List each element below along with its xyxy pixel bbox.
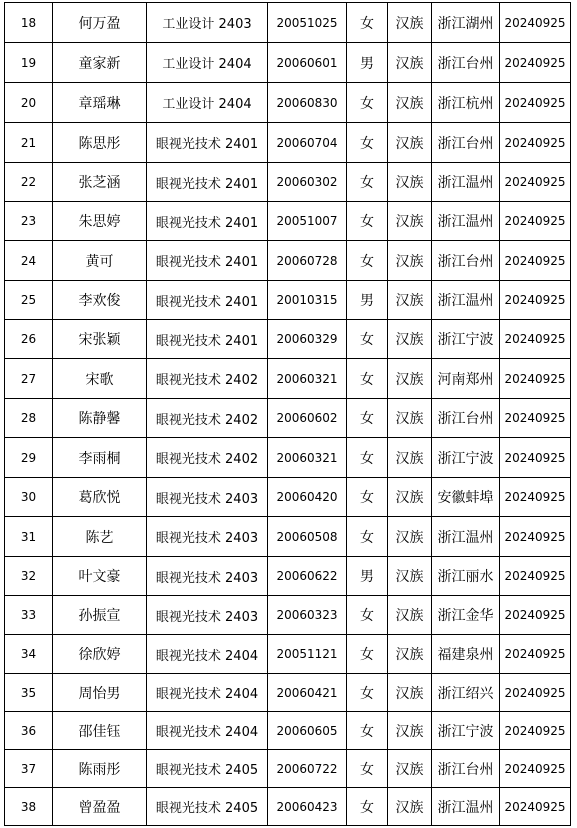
cell-enroll-date: 20240925 — [500, 123, 571, 163]
cell-birthdate: 20051025 — [268, 3, 347, 43]
cell-hometown: 浙江温州 — [432, 202, 500, 241]
table-row — [5, 635, 571, 674]
cell-ethnicity: 汉族 — [388, 241, 432, 281]
student-table — [4, 2, 571, 826]
cell-birthdate: 20051007 — [268, 202, 347, 241]
table-row — [5, 320, 571, 359]
cell-hometown: 浙江金华 — [432, 596, 500, 635]
cell-seq: 37 — [5, 750, 53, 788]
cell-name: 何万盈 — [53, 3, 147, 43]
cell-ethnicity: 汉族 — [388, 43, 432, 83]
cell-gender: 女 — [347, 123, 388, 163]
cell-name: 朱思婷 — [53, 202, 147, 241]
cell-birthdate: 20060321 — [268, 438, 347, 478]
cell-hometown: 浙江温州 — [432, 281, 500, 320]
cell-enroll-date: 20240925 — [500, 359, 571, 399]
cell-enroll-date: 20240925 — [500, 163, 571, 202]
cell-name: 陈思彤 — [53, 123, 147, 163]
cell-seq: 31 — [5, 517, 53, 557]
cell-ethnicity: 汉族 — [388, 596, 432, 635]
cell-enroll-date: 20240925 — [500, 399, 571, 438]
cell-hometown: 浙江杭州 — [432, 83, 500, 123]
cell-gender: 女 — [347, 750, 388, 788]
cell-ethnicity: 汉族 — [388, 3, 432, 43]
cell-ethnicity: 汉族 — [388, 788, 432, 826]
cell-enroll-date: 20240925 — [500, 750, 571, 788]
cell-ethnicity: 汉族 — [388, 674, 432, 712]
cell-ethnicity: 汉族 — [388, 399, 432, 438]
table-row — [5, 478, 571, 517]
cell-hometown: 浙江台州 — [432, 750, 500, 788]
cell-birthdate: 20060830 — [268, 83, 347, 123]
cell-name: 曾盈盈 — [53, 788, 147, 826]
cell-class: 眼视光技术 2402 — [147, 438, 268, 478]
cell-class: 眼视光技术 2401 — [147, 163, 268, 202]
cell-gender: 女 — [347, 788, 388, 826]
cell-enroll-date: 20240925 — [500, 478, 571, 517]
cell-hometown: 福建泉州 — [432, 635, 500, 674]
cell-gender: 女 — [347, 712, 388, 750]
cell-hometown: 浙江丽水 — [432, 557, 500, 596]
cell-seq: 32 — [5, 557, 53, 596]
cell-class: 眼视光技术 2403 — [147, 517, 268, 557]
cell-seq: 24 — [5, 241, 53, 281]
table-row — [5, 43, 571, 83]
cell-name: 章瑶琳 — [53, 83, 147, 123]
cell-gender: 女 — [347, 517, 388, 557]
cell-gender: 女 — [347, 674, 388, 712]
table-row — [5, 596, 571, 635]
cell-seq: 36 — [5, 712, 53, 750]
cell-hometown: 浙江温州 — [432, 517, 500, 557]
cell-class: 眼视光技术 2401 — [147, 123, 268, 163]
cell-hometown: 河南郑州 — [432, 359, 500, 399]
cell-name: 宋张颖 — [53, 320, 147, 359]
cell-birthdate: 20060601 — [268, 43, 347, 83]
cell-ethnicity: 汉族 — [388, 359, 432, 399]
table-row — [5, 241, 571, 281]
cell-class: 眼视光技术 2402 — [147, 399, 268, 438]
cell-birthdate: 20060622 — [268, 557, 347, 596]
cell-hometown: 浙江宁波 — [432, 320, 500, 359]
cell-birthdate: 20060329 — [268, 320, 347, 359]
cell-enroll-date: 20240925 — [500, 517, 571, 557]
cell-ethnicity: 汉族 — [388, 517, 432, 557]
cell-enroll-date: 20240925 — [500, 596, 571, 635]
table-row — [5, 359, 571, 399]
cell-name: 张芝涵 — [53, 163, 147, 202]
cell-ethnicity: 汉族 — [388, 281, 432, 320]
cell-gender: 女 — [347, 241, 388, 281]
cell-class: 工业设计 2404 — [147, 83, 268, 123]
table-row — [5, 163, 571, 202]
table-row — [5, 438, 571, 478]
cell-enroll-date: 20240925 — [500, 3, 571, 43]
table-row — [5, 281, 571, 320]
cell-class: 眼视光技术 2401 — [147, 281, 268, 320]
table-row — [5, 3, 571, 43]
table-row — [5, 202, 571, 241]
cell-name: 黄可 — [53, 241, 147, 281]
cell-class: 眼视光技术 2401 — [147, 320, 268, 359]
cell-name: 童家新 — [53, 43, 147, 83]
cell-enroll-date: 20240925 — [500, 438, 571, 478]
cell-enroll-date: 20240925 — [500, 202, 571, 241]
cell-gender: 女 — [347, 202, 388, 241]
cell-enroll-date: 20240925 — [500, 635, 571, 674]
cell-birthdate: 20060602 — [268, 399, 347, 438]
cell-enroll-date: 20240925 — [500, 281, 571, 320]
cell-seq: 19 — [5, 43, 53, 83]
cell-hometown: 安徽蚌埠 — [432, 478, 500, 517]
table-row — [5, 712, 571, 750]
cell-seq: 29 — [5, 438, 53, 478]
cell-gender: 女 — [347, 359, 388, 399]
cell-gender: 男 — [347, 43, 388, 83]
cell-ethnicity: 汉族 — [388, 83, 432, 123]
cell-hometown: 浙江台州 — [432, 399, 500, 438]
cell-gender: 男 — [347, 281, 388, 320]
cell-seq: 20 — [5, 83, 53, 123]
cell-name: 叶文豪 — [53, 557, 147, 596]
cell-hometown: 浙江绍兴 — [432, 674, 500, 712]
cell-enroll-date: 20240925 — [500, 557, 571, 596]
cell-ethnicity: 汉族 — [388, 123, 432, 163]
table-row — [5, 750, 571, 788]
cell-birthdate: 20060508 — [268, 517, 347, 557]
cell-seq: 26 — [5, 320, 53, 359]
cell-birthdate: 20051121 — [268, 635, 347, 674]
cell-birthdate: 20060421 — [268, 674, 347, 712]
cell-seq: 23 — [5, 202, 53, 241]
cell-hometown: 浙江温州 — [432, 788, 500, 826]
cell-class: 眼视光技术 2403 — [147, 478, 268, 517]
cell-class: 工业设计 2404 — [147, 43, 268, 83]
table-row — [5, 674, 571, 712]
cell-seq: 28 — [5, 399, 53, 438]
cell-class: 眼视光技术 2402 — [147, 359, 268, 399]
cell-birthdate: 20060302 — [268, 163, 347, 202]
cell-name: 李雨桐 — [53, 438, 147, 478]
cell-class: 工业设计 2403 — [147, 3, 268, 43]
cell-ethnicity: 汉族 — [388, 202, 432, 241]
cell-name: 陈雨彤 — [53, 750, 147, 788]
table-row — [5, 399, 571, 438]
cell-seq: 33 — [5, 596, 53, 635]
cell-ethnicity: 汉族 — [388, 320, 432, 359]
cell-seq: 25 — [5, 281, 53, 320]
cell-seq: 27 — [5, 359, 53, 399]
cell-birthdate: 20060722 — [268, 750, 347, 788]
cell-class: 眼视光技术 2403 — [147, 557, 268, 596]
cell-name: 陈艺 — [53, 517, 147, 557]
cell-enroll-date: 20240925 — [500, 83, 571, 123]
cell-seq: 18 — [5, 3, 53, 43]
cell-enroll-date: 20240925 — [500, 241, 571, 281]
cell-seq: 35 — [5, 674, 53, 712]
cell-class: 眼视光技术 2401 — [147, 241, 268, 281]
cell-class: 眼视光技术 2401 — [147, 202, 268, 241]
cell-hometown: 浙江湖州 — [432, 3, 500, 43]
cell-enroll-date: 20240925 — [500, 43, 571, 83]
cell-name: 宋歌 — [53, 359, 147, 399]
cell-gender: 女 — [347, 83, 388, 123]
cell-enroll-date: 20240925 — [500, 320, 571, 359]
cell-seq: 22 — [5, 163, 53, 202]
cell-gender: 女 — [347, 635, 388, 674]
cell-name: 陈静馨 — [53, 399, 147, 438]
cell-class: 眼视光技术 2404 — [147, 674, 268, 712]
cell-hometown: 浙江台州 — [432, 123, 500, 163]
cell-birthdate: 20060420 — [268, 478, 347, 517]
cell-birthdate: 20060423 — [268, 788, 347, 826]
cell-class: 眼视光技术 2404 — [147, 712, 268, 750]
cell-ethnicity: 汉族 — [388, 712, 432, 750]
cell-enroll-date: 20240925 — [500, 674, 571, 712]
cell-birthdate: 20060728 — [268, 241, 347, 281]
cell-birthdate: 20060323 — [268, 596, 347, 635]
table-row — [5, 83, 571, 123]
cell-hometown: 浙江台州 — [432, 241, 500, 281]
cell-gender: 男 — [347, 557, 388, 596]
cell-ethnicity: 汉族 — [388, 750, 432, 788]
cell-gender: 女 — [347, 596, 388, 635]
cell-ethnicity: 汉族 — [388, 635, 432, 674]
cell-hometown: 浙江宁波 — [432, 438, 500, 478]
cell-birthdate: 20060321 — [268, 359, 347, 399]
cell-seq: 21 — [5, 123, 53, 163]
cell-enroll-date: 20240925 — [500, 712, 571, 750]
cell-ethnicity: 汉族 — [388, 478, 432, 517]
cell-seq: 30 — [5, 478, 53, 517]
cell-name: 周怡男 — [53, 674, 147, 712]
table-body — [5, 3, 571, 826]
cell-hometown: 浙江台州 — [432, 43, 500, 83]
cell-gender: 女 — [347, 399, 388, 438]
cell-gender: 女 — [347, 478, 388, 517]
cell-gender: 女 — [347, 320, 388, 359]
cell-class: 眼视光技术 2405 — [147, 788, 268, 826]
cell-name: 邵佳钰 — [53, 712, 147, 750]
table-row — [5, 788, 571, 826]
cell-gender: 女 — [347, 3, 388, 43]
cell-gender: 女 — [347, 438, 388, 478]
cell-ethnicity: 汉族 — [388, 438, 432, 478]
cell-hometown: 浙江宁波 — [432, 712, 500, 750]
cell-seq: 34 — [5, 635, 53, 674]
cell-gender: 女 — [347, 163, 388, 202]
cell-ethnicity: 汉族 — [388, 557, 432, 596]
cell-ethnicity: 汉族 — [388, 163, 432, 202]
table-row — [5, 123, 571, 163]
cell-class: 眼视光技术 2404 — [147, 635, 268, 674]
cell-birthdate: 20060605 — [268, 712, 347, 750]
cell-class: 眼视光技术 2405 — [147, 750, 268, 788]
table-row — [5, 557, 571, 596]
cell-name: 徐欣婷 — [53, 635, 147, 674]
table-row — [5, 517, 571, 557]
cell-class: 眼视光技术 2403 — [147, 596, 268, 635]
cell-birthdate: 20060704 — [268, 123, 347, 163]
cell-birthdate: 20010315 — [268, 281, 347, 320]
cell-name: 李欢俊 — [53, 281, 147, 320]
cell-name: 葛欣悦 — [53, 478, 147, 517]
cell-hometown: 浙江温州 — [432, 163, 500, 202]
cell-name: 孙振宣 — [53, 596, 147, 635]
cell-seq: 38 — [5, 788, 53, 826]
cell-enroll-date: 20240925 — [500, 788, 571, 826]
